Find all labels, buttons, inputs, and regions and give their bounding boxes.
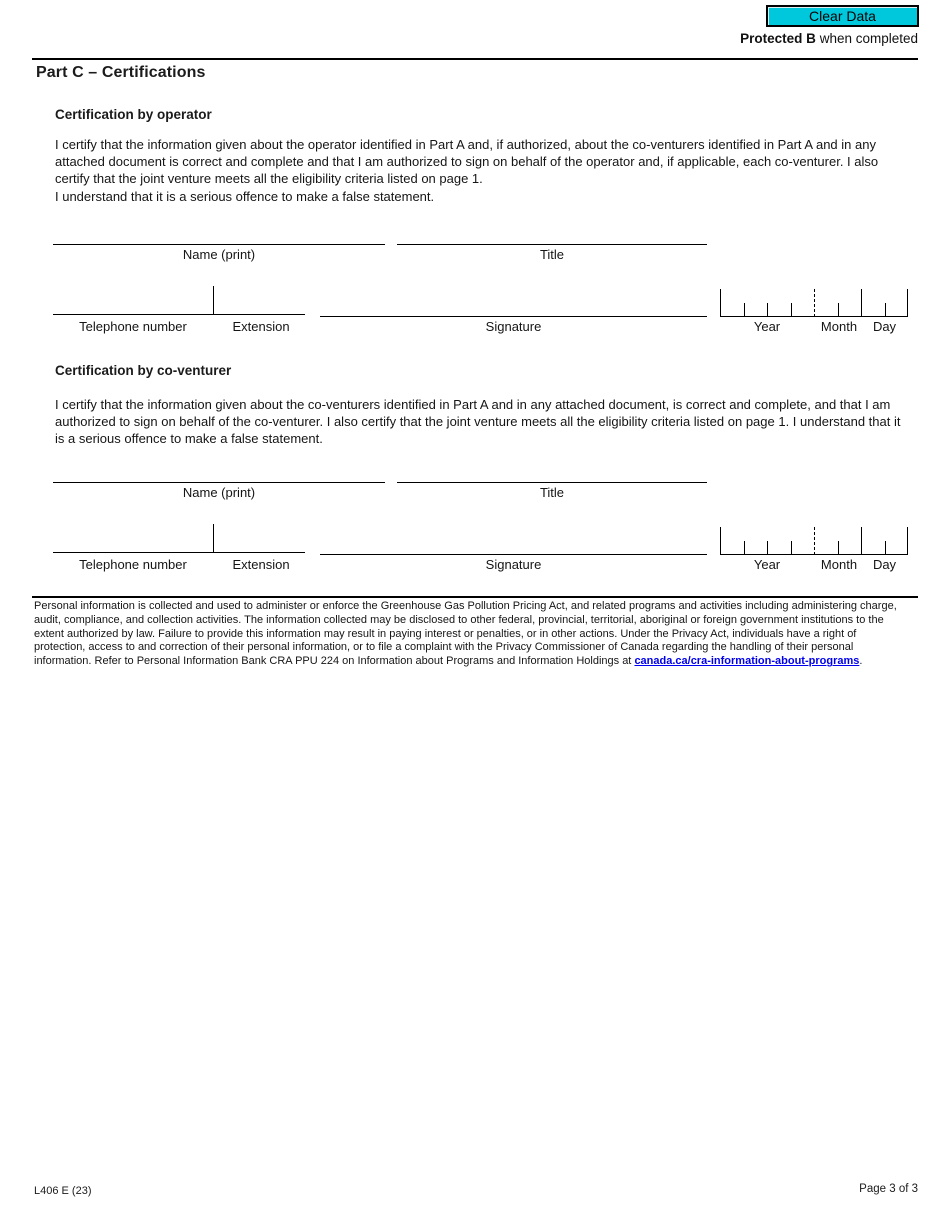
coventurer-month-label: Month xyxy=(820,557,858,572)
coventurer-extension-label: Extension xyxy=(232,557,290,572)
comb-tick xyxy=(838,303,839,317)
comb-tick xyxy=(885,541,886,555)
coventurer-signature-label: Signature xyxy=(485,557,542,572)
clear-data-button[interactable]: Clear Data xyxy=(766,5,919,27)
protected-b-label xyxy=(740,31,918,46)
operator-certification-body: I certify that the information given about the operator identified in Part A and, if authorized, about the co-venturers identified in Part A and in any attached document is correct and complete and that I am authorized to sign on behalf of the operator and, if applicable, each co-venturer. I also certify that the joint venture meets all the eligibility criteria listed on page 1. xyxy=(55,137,879,187)
part-c-title: Part C – Certifications xyxy=(36,64,206,81)
operator-month-label: Month xyxy=(820,319,858,334)
operator-extension-divider xyxy=(213,286,214,315)
comb-tick-year-month-separator xyxy=(814,527,815,555)
comb-tick xyxy=(767,303,768,317)
coventurer-telephone-field[interactable] xyxy=(53,523,305,553)
privacy-text-end: . xyxy=(859,655,863,668)
comb-tick xyxy=(744,541,745,555)
operator-telephone-label: Telephone number xyxy=(79,319,187,334)
comb-tick xyxy=(720,289,721,317)
coventurer-title-label: Title xyxy=(539,485,565,500)
protected-b-rest: when completed xyxy=(815,31,918,46)
comb-tick xyxy=(885,303,886,317)
coventurer-telephone-label: Telephone number xyxy=(79,557,187,572)
coventurer-extension-divider xyxy=(213,524,214,553)
coventurer-name-label: Name (print) xyxy=(182,485,256,500)
comb-tick-year-month-separator xyxy=(814,289,815,317)
operator-year-label: Year xyxy=(753,319,781,334)
operator-telephone-field[interactable] xyxy=(53,285,305,315)
privacy-text: Personal information is collected and used to administer or enforce the Greenhouse Gas Pollution Pricing Act, and related programs and activities including administering charge, audit, compliance, and collection activities. The information collected may be disclosed to other federal, provincial, territorial, aboriginal or foreign government institutions to the extent authorized by law. Failure to provide this information may result in paying interest or penalties, or in other actions. Under the Privacy Act, individuals have a right of protection, access to and correction of their personal information, or to file a complaint with the Privacy Commissioner of Canada regarding the handling of their personal information. Refer to Personal Information Bank CRA PPU 224 on Information about Programs and Information Holdings at xyxy=(34,600,897,668)
coventurer-date-field[interactable] xyxy=(720,527,908,555)
operator-name-label: Name (print) xyxy=(182,247,256,262)
page-indicator: Page 3 of 3 xyxy=(859,1183,918,1195)
comb-tick xyxy=(720,527,721,555)
operator-certification-heading: Certification by operator xyxy=(55,107,212,122)
coventurer-certification-body: I certify that the information given about the co-venturers identified in Part A and in any attached document, is correct and complete, and that I am authorized to sign on behalf of the co-venturer. I also certify that the joint venture meets all the eligibility criteria listed on page 1. I understand that it is a serious offence to make a false statement. xyxy=(55,397,901,447)
comb-tick-month-day-separator xyxy=(861,289,862,317)
privacy-divider xyxy=(32,596,918,598)
operator-signature-label: Signature xyxy=(485,319,542,334)
operator-extension-label: Extension xyxy=(232,319,290,334)
coventurer-name-field[interactable] xyxy=(53,463,385,483)
operator-certification-last-line: I understand that it is a serious offence to make a false statement. xyxy=(55,188,435,204)
comb-tick xyxy=(907,527,908,555)
coventurer-title-field[interactable] xyxy=(397,463,707,483)
comb-tick xyxy=(767,541,768,555)
protected-b-bold: Protected B xyxy=(740,31,816,46)
operator-title-field[interactable] xyxy=(397,225,707,245)
privacy-notice xyxy=(34,600,898,669)
comb-tick xyxy=(791,541,792,555)
operator-title-label: Title xyxy=(539,247,565,262)
comb-tick xyxy=(744,303,745,317)
coventurer-certification-text xyxy=(55,396,901,448)
coventurer-signature-field[interactable] xyxy=(320,525,707,555)
comb-tick xyxy=(907,289,908,317)
operator-name-field[interactable] xyxy=(53,225,385,245)
coventurer-year-label: Year xyxy=(753,557,781,572)
comb-tick xyxy=(791,303,792,317)
privacy-programs-link[interactable]: canada.ca/cra-information-about-programs xyxy=(634,655,860,668)
coventurer-certification-heading: Certification by co-venturer xyxy=(55,363,232,378)
form-code: L406 E (23) xyxy=(34,1185,92,1197)
coventurer-day-label: Day xyxy=(872,557,897,572)
comb-tick-month-day-separator xyxy=(861,527,862,555)
operator-signature-field[interactable] xyxy=(320,287,707,317)
section-divider-top xyxy=(32,58,918,60)
operator-day-label: Day xyxy=(872,319,897,334)
operator-certification-text xyxy=(55,136,901,205)
comb-tick xyxy=(838,541,839,555)
operator-date-field[interactable] xyxy=(720,289,908,317)
